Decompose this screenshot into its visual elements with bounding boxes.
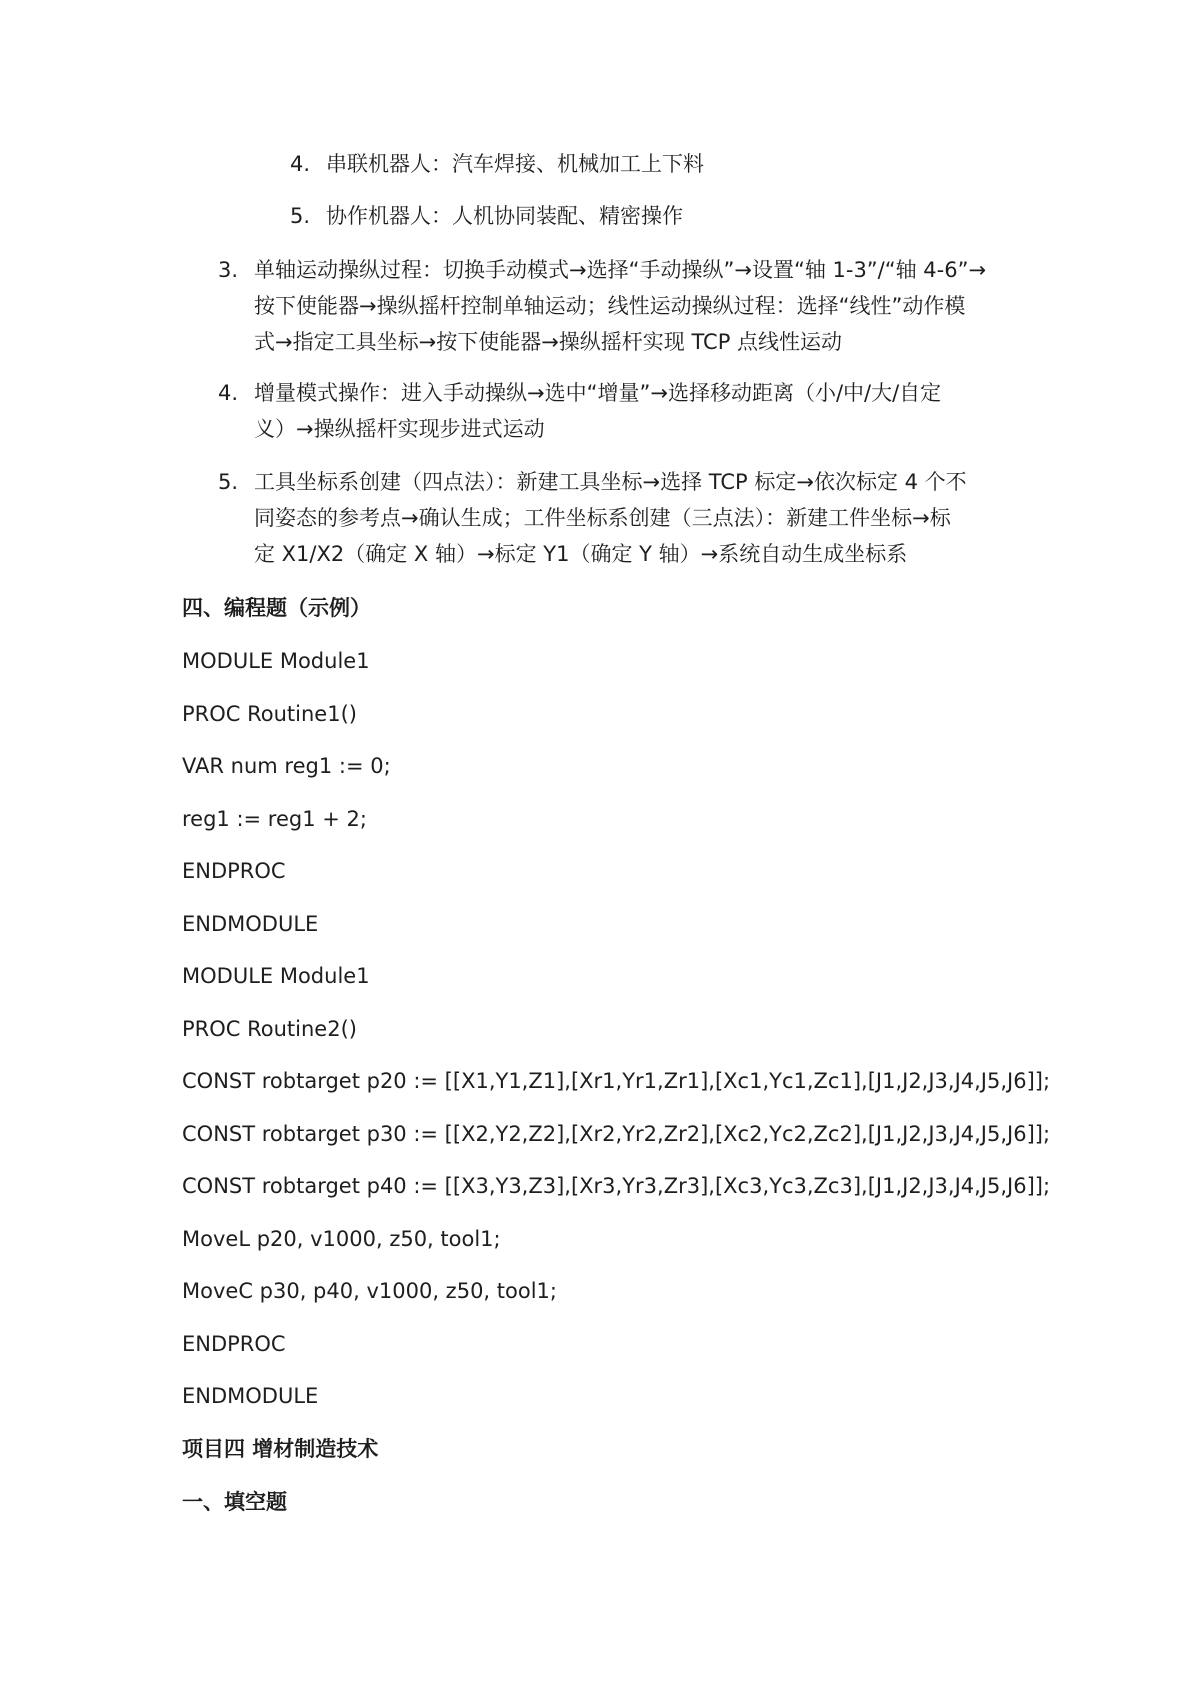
code-line: CONST robtarget p30 := [[X2,Y2,Z2],[Xr2,Yr2,Zr2],[Xc2,Yc2,Zc2],[J1,J2,J3,J4,J5,J6]]; — [182, 1122, 1051, 1146]
sublist-item-text: 协作机器人：人机协同装配、精密操作 — [326, 204, 683, 228]
code-line: ENDPROC — [182, 859, 286, 883]
code-line: ENDPROC — [182, 1332, 286, 1356]
sublist-item-text: 串联机器人：汽车焊接、机械加工上下料 — [326, 152, 704, 176]
code-line: ENDMODULE — [182, 912, 319, 936]
list-item-line: 式→指定工具坐标→按下使能器→操纵摇杆实现 TCP 点线性运动 — [254, 330, 843, 354]
list-item-line: 工具坐标系创建（四点法）：新建工具坐标→选择 TCP 标定→依次标定 4 个不 — [254, 470, 967, 494]
section-heading: 一、填空题 — [182, 1490, 287, 1514]
code-line: MoveL p20, v1000, z50, tool1; — [182, 1227, 501, 1251]
code-line: reg1 := reg1 + 2; — [182, 807, 367, 831]
list-item-line: 义）→操纵摇杆实现步进式运动 — [254, 417, 545, 441]
list-number: 3. — [218, 258, 239, 282]
section-heading: 四、编程题（示例） — [182, 596, 371, 620]
code-line: CONST robtarget p20 := [[X1,Y1,Z1],[Xr1,Yr1,Zr1],[Xc1,Yc1,Zc1],[J1,J2,J3,J4,J5,J6]]; — [182, 1069, 1051, 1093]
code-line: VAR num reg1 := 0; — [182, 754, 391, 778]
list-number: 5. — [218, 470, 239, 494]
code-line: MoveC p30, p40, v1000, z50, tool1; — [182, 1279, 557, 1303]
list-number: 4. — [218, 381, 239, 405]
code-line: PROC Routine2() — [182, 1017, 357, 1041]
code-line: PROC Routine1() — [182, 702, 357, 726]
sublist-number: 5. — [290, 204, 311, 228]
code-line: CONST robtarget p40 := [[X3,Y3,Z3],[Xr3,Yr3,Zr3],[Xc3,Yc3,Zc3],[J1,J2,J3,J4,J5,J6]]; — [182, 1174, 1051, 1198]
list-item-line: 定 X1/X2（确定 X 轴）→标定 Y1（确定 Y 轴）→系统自动生成坐标系 — [254, 542, 908, 566]
code-line: MODULE Module1 — [182, 649, 370, 673]
list-item-line: 增量模式操作：进入手动操纵→选中“增量”→选择移动距离（小/中/大/自定 — [254, 381, 942, 405]
code-line: MODULE Module1 — [182, 964, 370, 988]
code-line: ENDMODULE — [182, 1384, 319, 1408]
list-item-line: 单轴运动操纵过程：切换手动模式→选择“手动操纵”→设置“轴 1-3”/“轴 4-6”→ — [254, 258, 987, 282]
sublist-number: 4. — [290, 152, 311, 176]
project-title: 项目四 增材制造技术 — [182, 1437, 379, 1461]
list-item-line: 同姿态的参考点→确认生成；工件坐标系创建（三点法）：新建工件坐标→标 — [254, 506, 951, 530]
list-item-line: 按下使能器→操纵摇杆控制单轴运动；线性运动操纵过程：选择“线性”动作模 — [254, 294, 966, 318]
